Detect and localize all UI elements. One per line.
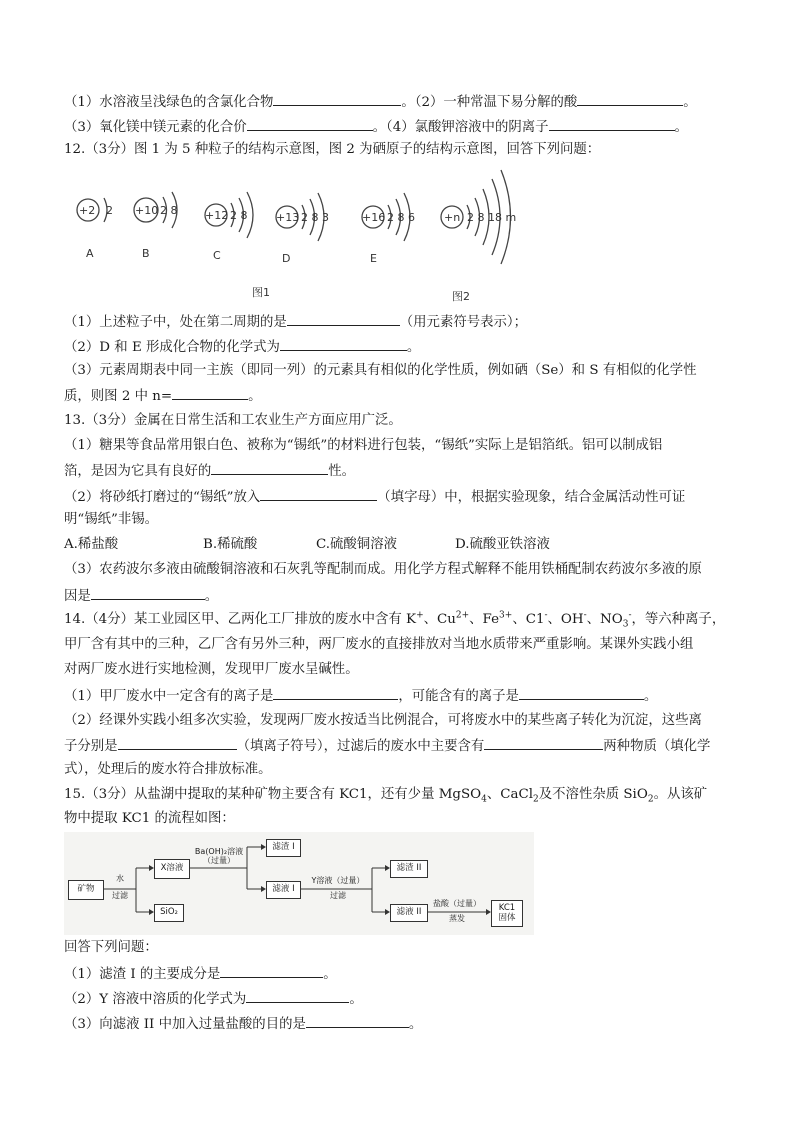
option-c[interactable]: C.硫酸铜溶液 [316,537,397,552]
residue-2-box: 滤渣 II [390,860,428,878]
x-solution-box: X溶液 [154,859,190,879]
answer-blank[interactable] [549,115,675,131]
q13-s3a: （3）农药波尔多液由硫酸铜溶液和石灰乳等配制而成。用化学方程式解释不能用铁桶配制农药波尔多液的原 [64,562,702,577]
answer-blank[interactable] [247,115,373,131]
answer-blank[interactable] [273,684,398,700]
q14-stem-b: 甲厂含有其中的三种，乙厂含有另外三种，两厂废水的直接排放对当地水质带来严重影响。某课外实践小组 [64,637,694,652]
answer-blank[interactable] [172,384,248,400]
answer-blank[interactable] [519,684,644,700]
q11-line-2: （3）氧化镁中镁元素的化合价 。（4）氯酸钾溶液中的阴离子 。 [64,115,688,139]
q12-s3a: （3）元素周期表中同一主族（即同一列）的元素具有相似的化学性质，例如硒（Se）和 S 有相似的化学性 [64,363,697,378]
atom-c-nucleus: +12 [205,209,229,222]
atom-d-nucleus: +13 [276,211,300,224]
selenium-shells: 2 8 18 m [467,211,517,224]
atom-a-nucleus: +2 [79,204,96,217]
q12-s2: （2）D 和 E 形成化合物的化学式为 。 [64,335,420,359]
option-d[interactable]: D.硫酸亚铁溶液 [455,537,550,552]
q15-stem-a: 15.（3分）从盐湖中提取的某种矿物主要含有 KC1，还有少量 MgSO$_4$、CaCl$_2$及不溶性杂质 SiO$_2$。从该矿 [64,787,708,805]
q13-stem: 13.（3分）金属在日常生活和工农业生产方面应用广泛。 [64,413,402,428]
q11-s2-text: 。（2）一种常温下易分解的酸 [401,95,578,110]
kcl-solid-box: KC1 固体 [491,900,523,927]
q11-s4-text: 。（4）氯酸钾溶液中的阴离子 [372,120,549,135]
q11-s3-text: （3）氧化镁中镁元素的化合价 [64,120,247,135]
atom-e-nucleus: +16 [362,211,386,224]
figure-1-label: 图1 [252,286,270,299]
evaporate-label: 蒸发 [449,914,465,923]
figure-2-label: 图2 [452,290,470,303]
answer-blank[interactable] [484,734,603,750]
atom-d-shells: 2 8 3 [301,211,329,224]
q13-s2b: 明“锡纸”非锡。 [64,512,159,527]
filter-label-2: 过滤 [330,891,346,900]
answer-blank[interactable] [211,459,328,475]
option-b[interactable]: B.稀硫酸 [203,537,258,552]
baoh2-label: Ba(OH)₂溶液 [194,847,244,856]
q15-s2: （2）Y 溶液中溶质的化学式为 。 [64,987,363,1011]
q11-line-1: （1）水溶液呈浅绿色的含氯化合物 。（2）一种常温下易分解的酸 。 [64,90,697,114]
filter-label-1: 过滤 [112,891,128,900]
atom-b-nucleus: +10 [135,204,159,217]
q15-s1: （1）滤渣 I 的主要成分是 。 [64,962,337,986]
sio2-box: SiO₂ [154,904,184,922]
baoh2-excess-label: （过量） [203,856,235,865]
atom-a-label: A [86,247,94,260]
answer-blank[interactable] [280,335,407,351]
option-a[interactable]: A.稀盐酸 [64,537,119,552]
atom-d-label: D [282,252,291,265]
water-label: 水 [116,874,124,883]
q14-stem-a: 14.（4分）某工业园区甲、乙两化工厂排放的废水中含有 K+、$Cu^{2+}$、$Fe^{3+}$、C1-、OH-、$NO_3^-$，等六种离子， [64,610,726,630]
q13-s2a: （2）将砂纸打磨过的“锡纸”放入 （填字母）中，根据实验现象，结合金属活动性可证 [64,485,685,509]
answer-blank[interactable] [260,485,377,501]
kcl-flowchart [64,832,534,935]
atom-structure-figure [64,165,524,305]
q14-stem-c: 对两厂废水进行实地检测，发现甲厂废水呈碱性。 [64,662,359,677]
atom-b-shells: 2 8 [160,204,178,217]
q14-s2b: 子分别是 （填离子符号），过滤后的废水中主要含有 两种物质（填化学 [64,734,710,758]
q13-s1b: 箔，是因为它具有良好的 性。 [64,459,355,483]
atom-c-label: C [213,249,221,262]
ore-box: 矿物 [68,880,104,900]
q12-stem: 12.（3分）图 1 为 5 种粒子的结构示意图，图 2 为硒原子的结构示意图，回答下列问题： [64,142,601,157]
selenium-nucleus: +n [444,211,461,224]
answer-blank[interactable] [246,987,349,1003]
q13-s1a: （1）糖果等食品常用银白色、被称为“锡纸”的材料进行包装，“锡纸”实际上是铝箔纸。铝可以制成铝 [64,438,663,453]
q15-prompt: 回答下列问题： [64,940,158,955]
q15-stem-b: 物中提取 KC1 的流程如图： [64,811,235,826]
q12-s3b: 质，则图 2 中 n= 。 [64,384,261,408]
q11-s1-text: （1）水溶液呈浅绿色的含氯化合物 [64,95,274,110]
hcl-label: 盐酸（过量） [433,899,481,908]
answer-blank[interactable] [287,310,400,326]
atom-e-label: E [370,252,377,265]
answer-blank[interactable] [118,734,237,750]
y-solution-label: Y溶液（过量） [311,876,365,885]
q13-s3b: 因是 。 [64,584,218,608]
atom-c-shells: 2 8 [230,209,248,222]
answer-blank[interactable] [220,962,323,978]
atom-b-label: B [142,247,150,260]
answer-blank[interactable] [577,90,683,106]
filtrate-1-box: 滤液 I [266,881,301,899]
answer-blank[interactable] [306,1012,409,1028]
q14-s2c: 式），处理后的废水符合排放标准。 [64,762,272,777]
answer-blank[interactable] [273,90,401,106]
residue-1-box: 滤渣 I [266,839,301,857]
q15-s3: （3）向滤液 II 中加入过量盐酸的目的是 。 [64,1012,422,1036]
atom-diagrams [64,165,524,305]
q12-s1: （1）上述粒子中，处在第二周期的是 （用元素符号表示）； [64,310,527,334]
atom-e-shells: 2 8 6 [387,211,415,224]
answer-blank[interactable] [91,584,205,600]
atom-a-shells: 2 [106,204,113,217]
q14-s2a: （2）经课外实践小组多次实验，发现两厂废水按适当比例混合，可将废水中的某些离子转化为沉淀，这些离 [64,713,702,728]
filtrate-2-box: 滤液 II [390,904,428,922]
q14-s1: （1）甲厂废水中一定含有的离子是 ，可能含有的离子是 。 [64,684,657,708]
q13-options [64,534,550,556]
